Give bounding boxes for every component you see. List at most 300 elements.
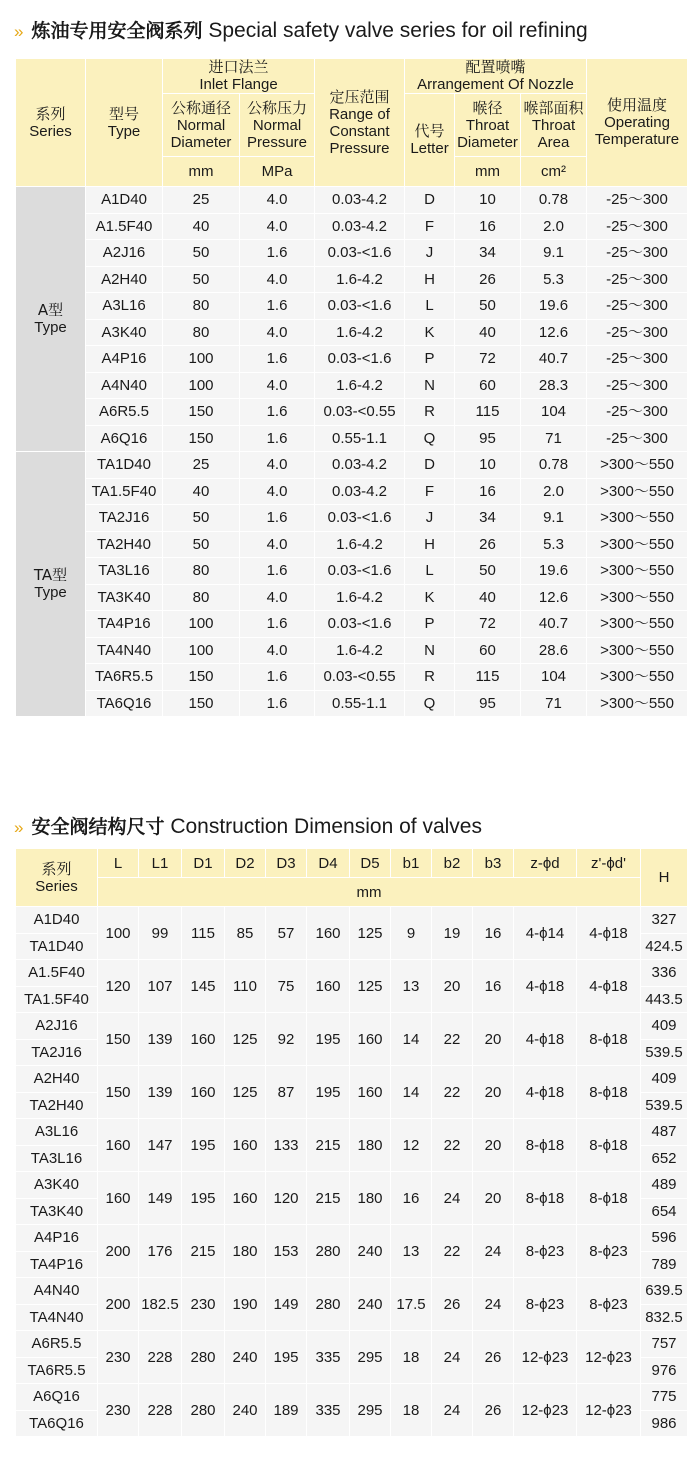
cell-normal-diameter: 100: [163, 372, 240, 399]
cell-dimension: 160: [182, 1013, 225, 1066]
cell-letter: R: [405, 399, 455, 426]
cell-type: A3K40: [86, 319, 163, 346]
cell-dimension: 215: [307, 1119, 350, 1172]
cell-dimension: 4-ϕ18: [514, 1066, 577, 1119]
cell-dimension: 120: [266, 1172, 307, 1225]
cell-dimension: 8-ϕ18: [577, 1119, 641, 1172]
cell-height: 443.5: [641, 986, 688, 1013]
cell-pressure-range: 0.55-1.1: [315, 425, 405, 452]
cell-dimension: 120: [98, 960, 139, 1013]
section-title-en: Construction Dimension of valves: [170, 815, 482, 838]
cell-dimension: 160: [350, 1066, 391, 1119]
header-series: 系列 Series: [16, 849, 98, 907]
header-nozzle: 配置喷嘴 Arrangement Of Nozzle: [405, 59, 587, 94]
cell-operating-temp: -25～300: [587, 425, 688, 452]
cell-throat-diameter: 16: [455, 478, 521, 505]
cell-throat-diameter: 26: [455, 531, 521, 558]
table-row: [16, 611, 688, 638]
cell-throat-diameter: 10: [455, 187, 521, 214]
cell-pressure-range: 0.03-4.2: [315, 213, 405, 240]
table-row: [16, 319, 688, 346]
cell-pressure-range: 0.55-1.1: [315, 690, 405, 717]
cell-pressure-range: 1.6-4.2: [315, 637, 405, 664]
cell-throat-diameter: 34: [455, 240, 521, 267]
cell-dimension: 110: [225, 960, 266, 1013]
cell-series-type: TA4P16: [16, 1251, 98, 1278]
cell-throat-area: 2.0: [521, 478, 587, 505]
header-col: D3: [266, 849, 307, 878]
cell-pressure-range: 1.6-4.2: [315, 584, 405, 611]
series-label-cn: TA型: [33, 566, 68, 584]
cell-dimension: 228: [139, 1331, 182, 1384]
cell-normal-pressure: 1.6: [240, 611, 315, 638]
table-row: [16, 478, 688, 505]
cell-height: 652: [641, 1145, 688, 1172]
cell-height: 424.5: [641, 933, 688, 960]
cell-letter: D: [405, 452, 455, 479]
cell-throat-diameter: 115: [455, 399, 521, 426]
cell-dimension: 160: [182, 1066, 225, 1119]
cell-type: A1.5F40: [86, 213, 163, 240]
cell-operating-temp: >300～550: [587, 664, 688, 691]
cell-dimension: 180: [350, 1119, 391, 1172]
cell-pressure-range: 0.03-4.2: [315, 478, 405, 505]
cell-letter: L: [405, 558, 455, 585]
cell-throat-area: 9.1: [521, 240, 587, 267]
table-row: [16, 346, 688, 373]
cell-throat-diameter: 40: [455, 584, 521, 611]
cell-dimension: 8-ϕ23: [577, 1278, 641, 1331]
cell-dimension: 75: [266, 960, 307, 1013]
cell-dimension: 160: [307, 960, 350, 1013]
cell-letter: L: [405, 293, 455, 320]
cell-dimension: 16: [391, 1172, 432, 1225]
cell-operating-temp: >300～550: [587, 584, 688, 611]
cell-dimension: 189: [266, 1384, 307, 1437]
header-col: D2: [225, 849, 266, 878]
cell-normal-pressure: 1.6: [240, 425, 315, 452]
cell-throat-area: 28.6: [521, 637, 587, 664]
header-col: L: [98, 849, 139, 878]
cell-dimension: 195: [182, 1119, 225, 1172]
cell-dimension: 150: [98, 1066, 139, 1119]
cell-height: 757: [641, 1331, 688, 1358]
cell-normal-diameter: 100: [163, 346, 240, 373]
cell-normal-pressure: 4.0: [240, 319, 315, 346]
cell-operating-temp: >300～550: [587, 478, 688, 505]
cell-normal-pressure: 4.0: [240, 531, 315, 558]
unit-cm2: cm²: [521, 157, 587, 187]
cell-dimension: 20: [473, 1013, 514, 1066]
cell-operating-temp: >300～550: [587, 558, 688, 585]
cell-dimension: 9: [391, 907, 432, 960]
table-row: [16, 1278, 688, 1305]
cell-pressure-range: 0.03-4.2: [315, 452, 405, 479]
cell-normal-diameter: 100: [163, 637, 240, 664]
cell-dimension: 107: [139, 960, 182, 1013]
cell-throat-diameter: 95: [455, 425, 521, 452]
cell-type: TA6Q16: [86, 690, 163, 717]
table-row: [16, 372, 688, 399]
cell-dimension: 280: [182, 1384, 225, 1437]
cell-throat-diameter: 16: [455, 213, 521, 240]
cell-operating-temp: -25～300: [587, 399, 688, 426]
cell-height: 487: [641, 1119, 688, 1146]
cell-dimension: 280: [307, 1225, 350, 1278]
cell-height: 596: [641, 1225, 688, 1252]
construction-dimension-table: [15, 848, 688, 1437]
cell-type: TA2J16: [86, 505, 163, 532]
header-temperature: 使用温度 Operating Temperature: [587, 59, 688, 187]
cell-pressure-range: 0.03-<0.55: [315, 664, 405, 691]
cell-normal-pressure: 4.0: [240, 372, 315, 399]
cell-dimension: 12-ϕ23: [577, 1331, 641, 1384]
cell-letter: D: [405, 187, 455, 214]
cell-normal-diameter: 50: [163, 240, 240, 267]
cell-type: A3L16: [86, 293, 163, 320]
cell-dimension: 26: [473, 1331, 514, 1384]
cell-throat-diameter: 10: [455, 452, 521, 479]
cell-throat-area: 12.6: [521, 584, 587, 611]
section-title-en: Special safety valve series for oil refining: [208, 19, 588, 42]
cell-dimension: 295: [350, 1384, 391, 1437]
cell-pressure-range: 0.03-<1.6: [315, 558, 405, 585]
cell-dimension: 4-ϕ14: [514, 907, 577, 960]
cell-normal-pressure: 4.0: [240, 637, 315, 664]
table-row: [16, 399, 688, 426]
cell-dimension: 22: [432, 1225, 473, 1278]
cell-normal-pressure: 1.6: [240, 558, 315, 585]
table-row: [16, 505, 688, 532]
table-row: [16, 531, 688, 558]
cell-letter: P: [405, 346, 455, 373]
cell-dimension: 160: [98, 1119, 139, 1172]
cell-dimension: 200: [98, 1225, 139, 1278]
cell-dimension: 335: [307, 1331, 350, 1384]
header-col: D1: [182, 849, 225, 878]
cell-series-type: A4N40: [16, 1278, 98, 1305]
cell-operating-temp: -25～300: [587, 266, 688, 293]
cell-throat-diameter: 115: [455, 664, 521, 691]
table-row: [16, 1013, 688, 1040]
cell-throat-diameter: 50: [455, 558, 521, 585]
cell-type: TA1D40: [86, 452, 163, 479]
cell-dimension: 160: [225, 1119, 266, 1172]
cell-operating-temp: -25～300: [587, 213, 688, 240]
header-col: D4: [307, 849, 350, 878]
cell-throat-area: 40.7: [521, 611, 587, 638]
cell-dimension: 100: [98, 907, 139, 960]
chevron-icon: »: [14, 22, 22, 41]
table-row: [16, 584, 688, 611]
cell-letter: P: [405, 611, 455, 638]
cell-type: TA3L16: [86, 558, 163, 585]
cell-dimension: 215: [182, 1225, 225, 1278]
cell-dimension: 18: [391, 1384, 432, 1437]
cell-normal-diameter: 40: [163, 478, 240, 505]
table-row: [16, 1066, 688, 1093]
header-col: b1: [391, 849, 432, 878]
cell-dimension: 26: [432, 1278, 473, 1331]
cell-pressure-range: 1.6-4.2: [315, 531, 405, 558]
cell-pressure-range: 1.6-4.2: [315, 372, 405, 399]
cell-type: A6Q16: [86, 425, 163, 452]
cell-series-type: A6R5.5: [16, 1331, 98, 1358]
cell-normal-diameter: 50: [163, 266, 240, 293]
chevron-icon: »: [14, 818, 22, 837]
section-title-cn: 炼油专用安全阀系列: [31, 20, 203, 42]
cell-normal-diameter: 25: [163, 452, 240, 479]
cell-letter: K: [405, 319, 455, 346]
cell-series-type: A1D40: [16, 907, 98, 934]
cell-dimension: 160: [307, 907, 350, 960]
cell-dimension: 8-ϕ18: [514, 1119, 577, 1172]
cell-height: 775: [641, 1384, 688, 1411]
cell-operating-temp: -25～300: [587, 187, 688, 214]
cell-dimension: 195: [182, 1172, 225, 1225]
cell-throat-diameter: 60: [455, 372, 521, 399]
header-col: D5: [350, 849, 391, 878]
cell-throat-area: 104: [521, 399, 587, 426]
cell-series-type: A2H40: [16, 1066, 98, 1093]
cell-type: TA3K40: [86, 584, 163, 611]
cell-dimension: 295: [350, 1331, 391, 1384]
table-row: [16, 187, 688, 214]
cell-dimension: 125: [225, 1013, 266, 1066]
cell-throat-diameter: 26: [455, 266, 521, 293]
cell-height: 327: [641, 907, 688, 934]
cell-height: 336: [641, 960, 688, 987]
cell-dimension: 99: [139, 907, 182, 960]
cell-dimension: 280: [307, 1278, 350, 1331]
cell-series-type: TA3K40: [16, 1198, 98, 1225]
cell-dimension: 195: [307, 1013, 350, 1066]
cell-dimension: 176: [139, 1225, 182, 1278]
header-series: 系列 Series: [16, 59, 86, 187]
cell-dimension: 20: [473, 1066, 514, 1119]
cell-dimension: 8-ϕ23: [514, 1225, 577, 1278]
cell-dimension: 160: [98, 1172, 139, 1225]
cell-dimension: 14: [391, 1013, 432, 1066]
cell-dimension: 240: [350, 1225, 391, 1278]
cell-dimension: 12-ϕ23: [514, 1331, 577, 1384]
cell-letter: R: [405, 664, 455, 691]
cell-throat-diameter: 40: [455, 319, 521, 346]
cell-type: TA2H40: [86, 531, 163, 558]
cell-series-type: TA1D40: [16, 933, 98, 960]
cell-operating-temp: >300～550: [587, 505, 688, 532]
cell-dimension: 125: [225, 1066, 266, 1119]
cell-throat-area: 19.6: [521, 293, 587, 320]
cell-letter: K: [405, 584, 455, 611]
cell-normal-pressure: 4.0: [240, 213, 315, 240]
cell-normal-pressure: 4.0: [240, 452, 315, 479]
cell-dimension: 8-ϕ18: [577, 1066, 641, 1119]
cell-throat-diameter: 50: [455, 293, 521, 320]
section-title-construction: [14, 812, 482, 839]
cell-dimension: 240: [225, 1384, 266, 1437]
cell-dimension: 280: [182, 1331, 225, 1384]
cell-throat-area: 28.3: [521, 372, 587, 399]
cell-series-type: A4P16: [16, 1225, 98, 1252]
cell-throat-area: 0.78: [521, 187, 587, 214]
cell-dimension: 24: [432, 1384, 473, 1437]
cell-height: 539.5: [641, 1039, 688, 1066]
cell-type: TA1.5F40: [86, 478, 163, 505]
cell-normal-pressure: 1.6: [240, 505, 315, 532]
cell-dimension: 160: [225, 1172, 266, 1225]
cell-dimension: 147: [139, 1119, 182, 1172]
series-label: [16, 187, 86, 452]
cell-normal-pressure: 4.0: [240, 478, 315, 505]
header-h: H: [641, 849, 688, 907]
cell-normal-diameter: 150: [163, 690, 240, 717]
cell-dimension: 145: [182, 960, 225, 1013]
cell-dimension: 13: [391, 960, 432, 1013]
cell-type: A2H40: [86, 266, 163, 293]
cell-pressure-range: 0.03-<0.55: [315, 399, 405, 426]
cell-series-type: A1.5F40: [16, 960, 98, 987]
header-col: z'-ϕd': [577, 849, 641, 878]
cell-dimension: 24: [432, 1331, 473, 1384]
cell-dimension: 160: [350, 1013, 391, 1066]
table-row: [16, 1172, 688, 1199]
series-label-en: Type: [34, 319, 67, 336]
cell-dimension: 92: [266, 1013, 307, 1066]
cell-dimension: 125: [350, 960, 391, 1013]
header-throat-diameter: 喉径 Throat Diameter: [455, 94, 521, 157]
cell-type: A1D40: [86, 187, 163, 214]
cell-pressure-range: 0.03-<1.6: [315, 505, 405, 532]
cell-height: 409: [641, 1066, 688, 1093]
cell-dimension: 4-ϕ18: [577, 907, 641, 960]
cell-throat-area: 5.3: [521, 266, 587, 293]
cell-dimension: 230: [98, 1384, 139, 1437]
header-normal-pressure: 公称压力 Normal Pressure: [240, 94, 315, 157]
cell-pressure-range: 0.03-<1.6: [315, 240, 405, 267]
cell-dimension: 12-ϕ23: [514, 1384, 577, 1437]
cell-normal-diameter: 150: [163, 399, 240, 426]
cell-dimension: 20: [432, 960, 473, 1013]
cell-series-type: TA1.5F40: [16, 986, 98, 1013]
cell-pressure-range: 0.03-<1.6: [315, 611, 405, 638]
cell-height: 539.5: [641, 1092, 688, 1119]
cell-normal-pressure: 4.0: [240, 266, 315, 293]
cell-operating-temp: >300～550: [587, 452, 688, 479]
cell-dimension: 8-ϕ18: [514, 1172, 577, 1225]
cell-operating-temp: >300～550: [587, 637, 688, 664]
cell-series-type: A6Q16: [16, 1384, 98, 1411]
cell-dimension: 8-ϕ23: [514, 1278, 577, 1331]
cell-normal-pressure: 1.6: [240, 690, 315, 717]
header-pressure-range: 定压范围 Range of Constant Pressure: [315, 59, 405, 187]
cell-series-type: TA3L16: [16, 1145, 98, 1172]
cell-dimension: 16: [473, 960, 514, 1013]
cell-throat-area: 5.3: [521, 531, 587, 558]
table-row: [16, 637, 688, 664]
header-col: z-ϕd: [514, 849, 577, 878]
cell-pressure-range: 0.03-<1.6: [315, 346, 405, 373]
cell-throat-diameter: 95: [455, 690, 521, 717]
cell-throat-diameter: 60: [455, 637, 521, 664]
table-row: [16, 1384, 688, 1411]
header-inlet-flange: 进口法兰 Inlet Flange: [163, 59, 315, 94]
cell-operating-temp: -25～300: [587, 372, 688, 399]
cell-normal-pressure: 1.6: [240, 399, 315, 426]
cell-letter: N: [405, 637, 455, 664]
cell-dimension: 150: [98, 1013, 139, 1066]
cell-type: TA6R5.5: [86, 664, 163, 691]
cell-dimension: 133: [266, 1119, 307, 1172]
table-row: [16, 293, 688, 320]
cell-dimension: 24: [473, 1278, 514, 1331]
cell-dimension: 24: [473, 1225, 514, 1278]
unit-mpa: MPa: [240, 157, 315, 187]
cell-operating-temp: >300～550: [587, 531, 688, 558]
table-row: [16, 1119, 688, 1146]
cell-dimension: 190: [225, 1278, 266, 1331]
cell-letter: N: [405, 372, 455, 399]
cell-throat-area: 2.0: [521, 213, 587, 240]
cell-pressure-range: 0.03-4.2: [315, 187, 405, 214]
cell-dimension: 153: [266, 1225, 307, 1278]
cell-normal-pressure: 1.6: [240, 664, 315, 691]
cell-operating-temp: -25～300: [587, 346, 688, 373]
table-row: [16, 266, 688, 293]
cell-dimension: 139: [139, 1066, 182, 1119]
cell-operating-temp: -25～300: [587, 240, 688, 267]
header-throat-area: 喉部面积 Throat Area: [521, 94, 587, 157]
cell-dimension: 17.5: [391, 1278, 432, 1331]
cell-dimension: 149: [266, 1278, 307, 1331]
cell-series-type: TA4N40: [16, 1304, 98, 1331]
cell-type: TA4P16: [86, 611, 163, 638]
cell-letter: Q: [405, 425, 455, 452]
cell-dimension: 4-ϕ18: [514, 1013, 577, 1066]
cell-normal-pressure: 1.6: [240, 240, 315, 267]
cell-dimension: 4-ϕ18: [577, 960, 641, 1013]
cell-dimension: 14: [391, 1066, 432, 1119]
cell-normal-diameter: 50: [163, 505, 240, 532]
cell-dimension: 195: [266, 1331, 307, 1384]
table-row: [16, 240, 688, 267]
cell-letter: F: [405, 478, 455, 505]
cell-pressure-range: 0.03-<1.6: [315, 293, 405, 320]
cell-dimension: 240: [350, 1278, 391, 1331]
cell-normal-diameter: 80: [163, 558, 240, 585]
cell-dimension: 182.5: [139, 1278, 182, 1331]
cell-throat-area: 104: [521, 664, 587, 691]
cell-normal-diameter: 25: [163, 187, 240, 214]
cell-dimension: 230: [182, 1278, 225, 1331]
cell-dimension: 20: [473, 1172, 514, 1225]
cell-dimension: 195: [307, 1066, 350, 1119]
cell-dimension: 20: [473, 1119, 514, 1172]
header-type: 型号 Type: [86, 59, 163, 187]
table-row: [16, 690, 688, 717]
cell-height: 976: [641, 1357, 688, 1384]
cell-letter: F: [405, 213, 455, 240]
cell-type: TA4N40: [86, 637, 163, 664]
unit-mm: mm: [163, 157, 240, 187]
table-row: [16, 907, 688, 934]
cell-dimension: 22: [432, 1013, 473, 1066]
cell-series-type: TA2H40: [16, 1092, 98, 1119]
header-letter: 代号 Letter: [405, 94, 455, 187]
cell-dimension: 57: [266, 907, 307, 960]
cell-dimension: 335: [307, 1384, 350, 1437]
cell-throat-diameter: 34: [455, 505, 521, 532]
